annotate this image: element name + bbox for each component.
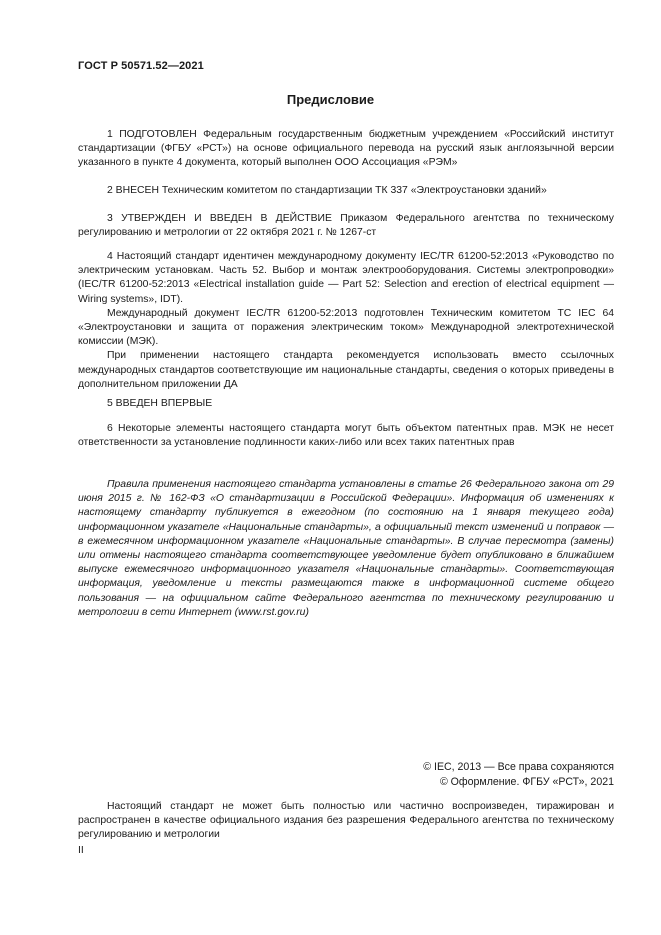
copyright-line-rst: © Оформление. ФГБУ «РСТ», 2021 [439,776,614,788]
italic-notice-text: Правила применения настоящего стандарта установлены в статье 26 Федерального закона от 29 июня 2015 г. № 162-ФЗ «О стандартизации в Российской Федерации». Информация об изменениях к настоящему стандарту публикуется в ежегодном (по состоянию на 1 января текущего года) информационном указателе «Национальные стандарты», а официальный текст изменений и поправок — в ежемесячном информационном указателе «Национальные стандарты». В случае пересмотра (замены) или отмены настоящего стандарта соответствующее уведомление будет опубликовано в ближайшем выпуске ежемесячного информационного указателя «Национальные стандарты». Соответствующая информация, уведомление и тексты размещаются также в информационной системе общего пользования — на официальном сайте Федерального агентства по техническому регулированию и метрологии в сети Интернет (www.rst.gov.ru) [78,479,614,618]
paragraph-1 [78,128,614,171]
reproduction-notice [78,800,614,843]
paragraph-text: 5 ВВЕДЕН ВПЕРВЫЕ [107,398,213,409]
paragraph-6 [78,422,614,450]
paragraph-text: 3 УТВЕРЖДЕН И ВВЕДЕН В ДЕЙСТВИЕ Приказом Федерального агентства по техническому регулированию и метрологии от 22 октября 2021 г. № 1267-ст [78,213,614,239]
standard-code: ГОСТ Р 50571.52—2021 [78,60,204,72]
copyright-block [423,760,614,790]
paragraph-text: При применении настоящего стандарта рекомендуется использовать вместо ссылочных международных стандартов соответствующие им национальные стандарты, сведения о которых приведены в дополнительном приложении ДА [78,350,614,390]
paragraph-text: 1 ПОДГОТОВЛЕН Федеральным государственным бюджетным учреждением «Российский институт стандартизации (ФГБУ «РСТ») на основе официального перевода на русский язык англоязычной версии указанного в пункте 4 документа, который выполнен ООО Ассоциация «РЭМ» [78,129,614,169]
reproduction-notice-text: Настоящий стандарт не может быть полностью или частично воспроизведен, тиражирован и распространен в качестве официального издания без разрешения Федерального агентства по техническому регулированию и метрологии [78,801,614,841]
paragraph-2 [78,184,614,198]
paragraph-text: 4 Настоящий стандарт идентичен международному документу IEC/TR 61200-52:2013 «Руководство по электрическим установкам. Часть 52. Выбор и монтаж электрооборудования. Системы электропроводки» (IEC/TR 61200-52:2013 «Electrical installation guide — Part 52: Selection and erection of electrical equipment — Wiring systems», IDT). [78,251,614,305]
italic-notice [78,478,614,620]
page-number: II [78,845,84,856]
paragraph-text: Международный документ IEC/TR 61200-52:2013 подготовлен Техническим комитетом ТС IEC 64 «Электроустановки и защита от поражения электрическим током» Международной электротехнической комиссии (МЭК). [78,307,614,348]
paragraph-text: 6 Некоторые элементы настоящего стандарта могут быть объектом патентных прав. МЭК не несет ответственности за установление подлинности каких-либо или всех таких патентных прав [78,423,614,449]
page-title: Предисловие [286,92,375,107]
paragraph-text: 2 ВНЕСЕН Техническим комитетом по стандартизации ТК 337 «Электроустановки зданий» [107,185,547,196]
paragraph-4 [78,250,614,392]
paragraph-5 [78,397,614,411]
copyright-line-iec: © IEC, 2013 — Все права сохраняются [423,761,614,773]
paragraph-3 [78,212,614,240]
